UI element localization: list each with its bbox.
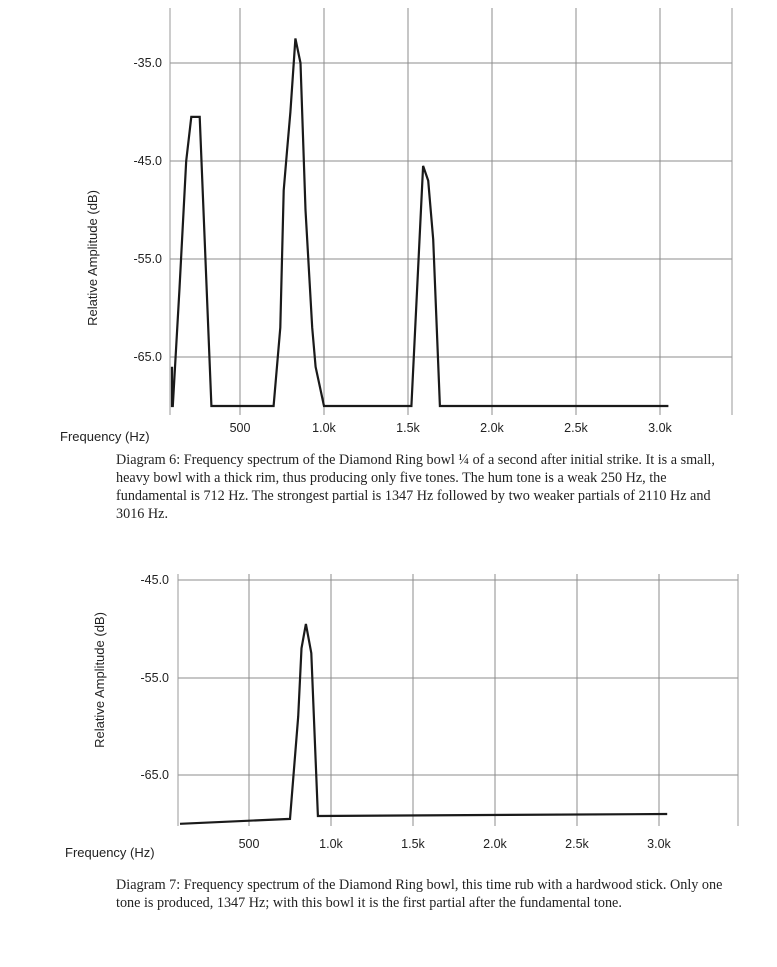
y-tick-label: -65.0 xyxy=(133,350,162,364)
x-tick-label: 1.5k xyxy=(401,837,425,851)
chart-diagram-6 xyxy=(0,0,777,450)
caption-diagram-7: Diagram 7: Frequency spectrum of the Diamond Ring bowl, this time rub with a hardwood stick. Only one tone is produced, 1347 Hz; with this bowl it is the first partial after the fundamental tone. xyxy=(116,877,723,911)
x-tick-label: 500 xyxy=(229,421,251,435)
x-tick-label: 3.0k xyxy=(648,421,672,435)
y-tick-label: -55.0 xyxy=(133,252,162,266)
x-tick-label: 1.5k xyxy=(396,421,420,435)
x-tick-label: 2.5k xyxy=(564,421,588,435)
y-tick-label: -65.0 xyxy=(140,768,169,782)
y-tick-label: -35.0 xyxy=(133,56,162,70)
y-axis-label: Relative Amplitude (dB) xyxy=(85,190,100,326)
x-tick-label: 2.0k xyxy=(483,837,507,851)
chart-diagram-7 xyxy=(0,558,777,874)
y-axis-label: Relative Amplitude (dB) xyxy=(92,612,107,748)
y-tick-label: -45.0 xyxy=(133,154,162,168)
y-tick-label: -55.0 xyxy=(140,671,169,685)
spectrum-line xyxy=(172,39,668,407)
x-tick-label: 1.0k xyxy=(319,837,343,851)
caption-diagram-6: Diagram 6: Frequency spectrum of the Diamond Ring bowl ¼ of a second after initial strike. It is a small, heavy bowl with a thick rim, thus producing only five tones. The hum tone is a weak 250 Hz, the fundamental is 712 Hz. The strongest partial is 1347 Hz followed by two weaker partials of 2110 Hz and 3016 Hz. xyxy=(116,452,715,522)
x-axis-label: Frequency (Hz) xyxy=(60,429,150,444)
x-tick-label: 2.5k xyxy=(565,837,589,851)
grid-lines xyxy=(178,574,738,826)
grid-lines xyxy=(170,8,732,415)
x-axis-label: Frequency (Hz) xyxy=(65,845,155,860)
x-tick-label: 500 xyxy=(238,837,260,851)
x-tick-label: 2.0k xyxy=(480,421,504,435)
x-tick-label: 3.0k xyxy=(647,837,671,851)
spectrum-line xyxy=(180,624,667,824)
y-tick-label: -45.0 xyxy=(140,573,169,587)
x-tick-label: 1.0k xyxy=(312,421,336,435)
